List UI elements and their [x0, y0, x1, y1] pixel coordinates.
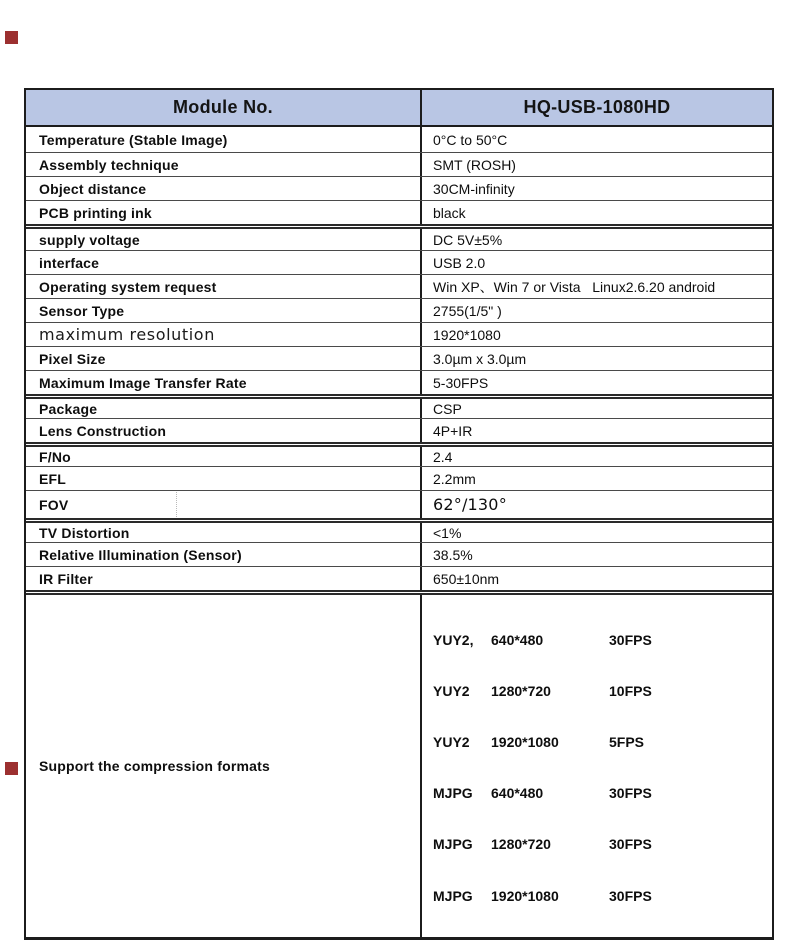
table-row	[26, 152, 772, 176]
header-model-name: HQ-USB-1080HD	[420, 90, 772, 125]
red-corner-mark-bottom	[5, 762, 18, 775]
row-value: black	[420, 201, 772, 224]
row-label: FOV	[39, 496, 69, 513]
table-row	[26, 490, 772, 518]
row-label: Pixel Size	[39, 350, 106, 367]
table-row	[26, 518, 772, 542]
format-resolution: 1280*720	[491, 836, 551, 853]
table-row	[26, 274, 772, 298]
format-fps: 30FPS	[609, 836, 652, 853]
row-label: EFL	[39, 470, 67, 487]
row-value: 2.4	[420, 447, 772, 466]
row-label: Sensor Type	[39, 302, 125, 319]
table-row	[26, 322, 772, 346]
row-label: Lens Construction	[39, 422, 167, 439]
format-name: MJPG	[433, 836, 473, 853]
row-value: 2755(1/5" )	[420, 299, 772, 322]
table-row	[26, 127, 772, 152]
row-label: supply voltage	[39, 231, 140, 248]
format-name: YUY2	[433, 682, 470, 699]
format-resolution: 1920*1080	[491, 887, 559, 904]
row-label: IR Filter	[39, 570, 93, 587]
row-label: Object distance	[39, 180, 147, 197]
row-value: 0°C to 50°C	[420, 127, 772, 152]
row-value: 3.0µm x 3.0µm	[420, 347, 772, 370]
row-value: 2.2mm	[420, 467, 772, 490]
table-row	[26, 542, 772, 566]
format-fps: 30FPS	[609, 887, 652, 904]
row-label: maximum resolution	[39, 325, 215, 344]
table-row-compression-formats	[26, 590, 772, 937]
format-line	[433, 886, 772, 905]
row-value: 650±10nm	[420, 567, 772, 590]
row-label: Support the compression formats	[39, 758, 271, 775]
format-resolution: 640*480	[491, 631, 544, 648]
format-resolution: 640*480	[491, 785, 544, 802]
row-label: Package	[39, 400, 98, 417]
format-resolution: 1920*1080	[491, 733, 559, 750]
row-value: USB 2.0	[420, 251, 772, 274]
table-row	[26, 200, 772, 224]
table-row	[26, 298, 772, 322]
row-value: Win XP、Win 7 or Vista Linux2.6.20 android	[420, 275, 772, 298]
row-label: PCB printing ink	[39, 204, 152, 221]
row-value: 38.5%	[420, 543, 772, 566]
format-name: MJPG	[433, 785, 473, 802]
table-row	[26, 176, 772, 200]
table-row	[26, 442, 772, 466]
header-module-no: Module No.	[173, 97, 273, 117]
row-value: 1920*1080	[420, 323, 772, 346]
format-name: YUY2,	[433, 631, 474, 648]
row-label: interface	[39, 254, 100, 271]
format-name: YUY2	[433, 733, 470, 750]
format-resolution: 1280*720	[491, 682, 551, 699]
row-label: Temperature (Stable Image)	[39, 131, 228, 148]
row-label: Operating system request	[39, 278, 217, 295]
format-fps: 10FPS	[609, 682, 652, 699]
row-value: 30CM-infinity	[420, 177, 772, 200]
row-label: F/No	[39, 448, 71, 465]
row-label: Assembly technique	[39, 156, 179, 173]
scan-artifact-dotted-line	[176, 492, 177, 517]
row-value: 5-30FPS	[420, 371, 772, 394]
row-label: Maximum Image Transfer Rate	[39, 374, 247, 391]
red-corner-mark-top	[5, 31, 18, 44]
spec-table	[24, 88, 774, 940]
format-line	[433, 835, 772, 854]
row-value: CSP	[420, 399, 772, 418]
format-line	[433, 681, 772, 700]
row-value: 62°/130°	[420, 491, 772, 518]
table-row	[26, 418, 772, 442]
row-label: TV Distortion	[39, 524, 130, 541]
row-value: 4P+IR	[420, 419, 772, 442]
row-value: SMT (ROSH)	[420, 153, 772, 176]
format-line	[433, 630, 772, 649]
table-header-row	[26, 90, 772, 127]
row-value: <1%	[420, 523, 772, 542]
table-row	[26, 394, 772, 418]
format-fps: 30FPS	[609, 631, 652, 648]
row-value: DC 5V±5%	[420, 229, 772, 250]
format-name: MJPG	[433, 887, 473, 904]
format-line	[433, 732, 772, 751]
format-fps: 30FPS	[609, 785, 652, 802]
table-row	[26, 250, 772, 274]
table-row	[26, 566, 772, 590]
format-fps: 5FPS	[609, 733, 645, 750]
row-label: Relative Illumination (Sensor)	[39, 546, 242, 563]
table-row	[26, 346, 772, 370]
table-row	[26, 370, 772, 394]
table-row	[26, 224, 772, 250]
compression-format-list	[420, 595, 772, 937]
table-row	[26, 466, 772, 490]
